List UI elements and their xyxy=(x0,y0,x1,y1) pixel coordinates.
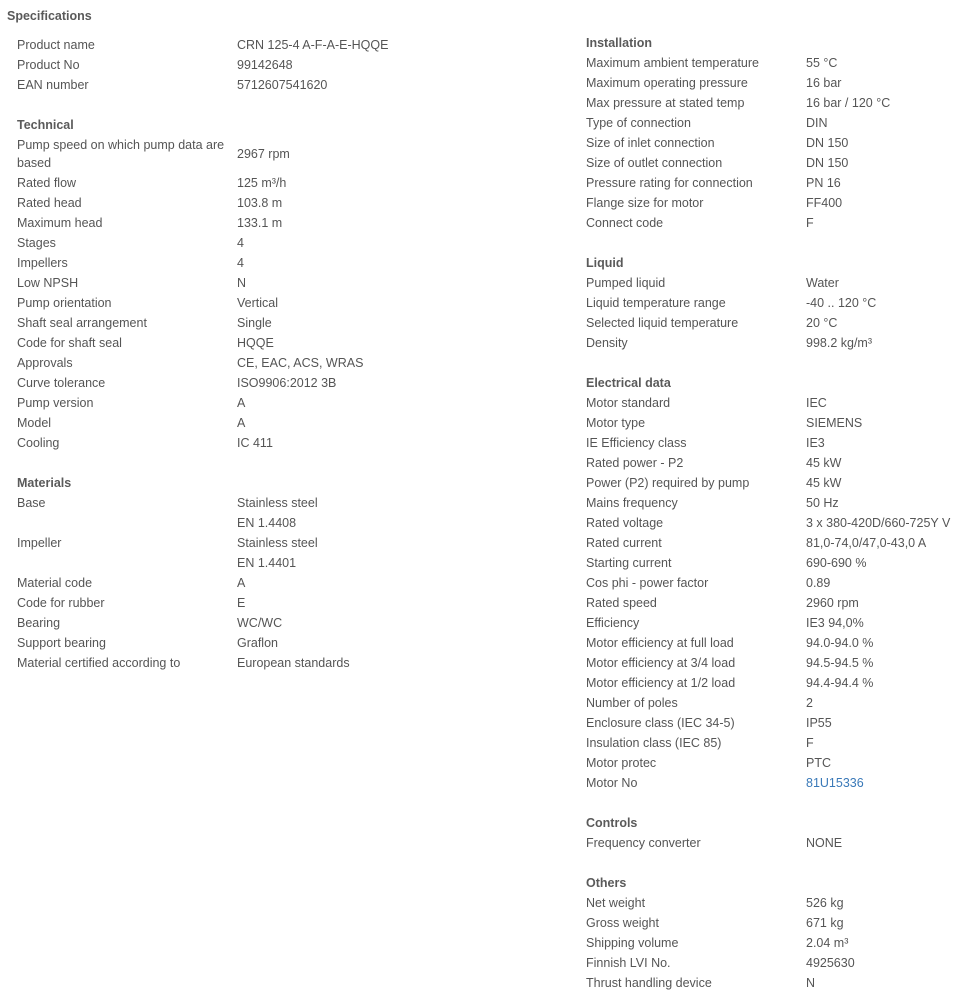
spec-value: 45 kW xyxy=(806,476,842,490)
spec-row xyxy=(586,93,963,113)
spec-row xyxy=(586,833,963,853)
spec-label: Pump orientation xyxy=(17,296,112,310)
spec-label: Thrust handling device xyxy=(586,976,712,990)
spec-value: N xyxy=(237,276,247,290)
spec-value: IEC xyxy=(806,396,827,410)
motor-no-link[interactable]: 81U15336 xyxy=(806,776,864,790)
spec-row xyxy=(17,75,557,95)
spec-row xyxy=(17,35,557,55)
spec-label: Density xyxy=(586,336,628,350)
spec-label: Maximum ambient temperature xyxy=(586,56,759,70)
spec-value: N xyxy=(806,976,816,990)
spec-row xyxy=(17,213,557,233)
spec-label: Curve tolerance xyxy=(17,376,106,390)
spec-label: Cooling xyxy=(17,436,60,450)
spec-label: IE Efficiency class xyxy=(586,436,687,450)
spec-value: 671 kg xyxy=(806,916,844,930)
spec-row xyxy=(586,713,963,733)
spec-label: Motor efficiency at 3/4 load xyxy=(586,656,736,670)
spec-label: Net weight xyxy=(586,896,646,910)
spec-value: CRN 125-4 A-F-A-E-HQQE xyxy=(237,38,389,52)
spec-value: PTC xyxy=(806,756,831,770)
spec-row xyxy=(586,213,963,233)
others-section xyxy=(586,893,963,993)
spec-value: Graflon xyxy=(237,636,278,650)
spec-label: Rated power - P2 xyxy=(586,456,684,470)
spec-row xyxy=(17,653,557,673)
spec-label: Type of connection xyxy=(586,116,691,130)
materials-section xyxy=(17,493,557,673)
spec-label: Starting current xyxy=(586,556,672,570)
spec-label: Impeller xyxy=(17,536,62,550)
spec-value: DN 150 xyxy=(806,156,849,170)
spec-value: 2960 rpm xyxy=(806,596,859,610)
section-title-others: Others xyxy=(586,876,627,890)
spec-row xyxy=(586,133,963,153)
general-section xyxy=(17,35,557,95)
spec-label: Pumped liquid xyxy=(586,276,666,290)
spec-value: IC 411 xyxy=(237,436,273,450)
spec-label: EAN number xyxy=(17,78,89,92)
spec-value: 0.89 xyxy=(806,576,831,590)
spec-row xyxy=(586,113,963,133)
spec-value: 2 xyxy=(806,696,813,710)
spec-label: Frequency converter xyxy=(586,836,701,850)
spec-row xyxy=(17,533,557,573)
liquid-section xyxy=(586,273,963,353)
spec-row xyxy=(586,273,963,293)
spec-row xyxy=(586,493,963,513)
spec-row xyxy=(586,633,963,653)
spec-row xyxy=(586,173,963,193)
spec-label: Max pressure at stated temp xyxy=(586,96,745,110)
spec-label: Shipping volume xyxy=(586,936,679,950)
spec-label: Impellers xyxy=(17,256,68,270)
spec-row xyxy=(586,413,963,433)
spec-value: 133.1 m xyxy=(237,216,283,230)
spec-label: Efficiency xyxy=(586,616,640,630)
spec-value: 5712607541620 xyxy=(237,78,328,92)
section-title-installation: Installation xyxy=(586,36,652,50)
spec-label: Rated speed xyxy=(586,596,657,610)
spec-row xyxy=(586,653,963,673)
spec-value: Single xyxy=(237,316,272,330)
spec-row xyxy=(17,633,557,653)
spec-row xyxy=(17,433,557,453)
spec-row xyxy=(586,53,963,73)
spec-label: Selected liquid temperature xyxy=(586,316,739,330)
spec-row xyxy=(586,673,963,693)
spec-label: Insulation class (IEC 85) xyxy=(586,736,722,750)
spec-value: Stainless steel xyxy=(237,496,318,510)
spec-row xyxy=(586,573,963,593)
spec-row xyxy=(17,273,557,293)
spec-label: Motor protec xyxy=(586,756,657,770)
spec-row xyxy=(586,73,963,93)
spec-label: Motor efficiency at 1/2 load xyxy=(586,676,736,690)
spec-row xyxy=(17,353,557,373)
spec-value-secondary: EN 1.4408 xyxy=(237,516,297,530)
spec-row xyxy=(586,773,963,793)
spec-row xyxy=(17,293,557,313)
spec-label: Rated flow xyxy=(17,176,77,190)
spec-label: Low NPSH xyxy=(17,276,79,290)
spec-value: 4 xyxy=(237,256,244,270)
spec-row xyxy=(586,753,963,773)
spec-label: Rated head xyxy=(17,196,82,210)
spec-label: Approvals xyxy=(17,356,73,370)
spec-label: Enclosure class (IEC 34-5) xyxy=(586,716,735,730)
spec-label: Maximum operating pressure xyxy=(586,76,748,90)
technical-section xyxy=(17,135,557,453)
spec-label: Support bearing xyxy=(17,636,106,650)
spec-value: SIEMENS xyxy=(806,416,863,430)
spec-label: Size of inlet connection xyxy=(586,136,715,150)
spec-value: 690-690 % xyxy=(806,556,867,570)
spec-value: IP55 xyxy=(806,716,832,730)
spec-label: Power (P2) required by pump xyxy=(586,476,750,490)
spec-value: 4 xyxy=(237,236,244,250)
installation-section xyxy=(586,53,963,233)
spec-value: CE, EAC, ACS, WRAS xyxy=(237,356,364,370)
spec-value: PN 16 xyxy=(806,176,841,190)
spec-label: Pressure rating for connection xyxy=(586,176,753,190)
spec-label: Size of outlet connection xyxy=(586,156,723,170)
spec-value: 94.4-94.4 % xyxy=(806,676,874,690)
spec-label: Base xyxy=(17,496,46,510)
spec-row xyxy=(586,453,963,473)
spec-row xyxy=(586,953,963,973)
spec-value: IE3 94,0% xyxy=(806,616,864,630)
spec-row xyxy=(17,613,557,633)
spec-value: 81,0-74,0/47,0-43,0 A xyxy=(806,536,927,550)
spec-row xyxy=(586,293,963,313)
spec-row xyxy=(586,473,963,493)
section-title-materials: Materials xyxy=(17,476,72,490)
spec-label: Pump speed on which pump data are based xyxy=(17,138,225,170)
spec-value: A xyxy=(237,396,246,410)
spec-value: WC/WC xyxy=(237,616,283,630)
section-title-electrical: Electrical data xyxy=(586,376,671,390)
spec-value: DN 150 xyxy=(806,136,849,150)
electrical-section xyxy=(586,393,963,793)
spec-label: Rated voltage xyxy=(586,516,664,530)
spec-value: 55 °C xyxy=(806,56,838,70)
spec-value: 998.2 kg/m³ xyxy=(806,336,873,350)
spec-label: Stages xyxy=(17,236,56,250)
spec-value: 45 kW xyxy=(806,456,842,470)
spec-row xyxy=(17,253,557,273)
spec-label: Maximum head xyxy=(17,216,103,230)
spec-label: Finnish LVI No. xyxy=(586,956,671,970)
spec-value: 94.0-94.0 % xyxy=(806,636,874,650)
spec-label: Motor type xyxy=(586,416,646,430)
spec-label: Model xyxy=(17,416,52,430)
spec-label: Product No xyxy=(17,58,80,72)
spec-row xyxy=(586,973,963,993)
spec-label: Code for shaft seal xyxy=(17,336,122,350)
spec-value: NONE xyxy=(806,836,843,850)
spec-row xyxy=(586,933,963,953)
section-title-liquid: Liquid xyxy=(586,256,624,270)
spec-row xyxy=(17,573,557,593)
spec-label: Motor efficiency at full load xyxy=(586,636,734,650)
spec-value: F xyxy=(806,216,814,230)
spec-label: Mains frequency xyxy=(586,496,678,510)
spec-row xyxy=(586,893,963,913)
spec-value: ISO9906:2012 3B xyxy=(237,376,337,390)
spec-row xyxy=(586,433,963,453)
spec-row xyxy=(586,613,963,633)
spec-value: DIN xyxy=(806,116,828,130)
page-title: Specifications xyxy=(7,9,92,23)
right-column xyxy=(586,33,963,993)
spec-row xyxy=(586,193,963,213)
spec-value-secondary: EN 1.4401 xyxy=(237,556,297,570)
spec-row xyxy=(586,533,963,553)
spec-value: 4925630 xyxy=(806,956,855,970)
spec-value: 125 m³/h xyxy=(237,176,287,190)
spec-value: 20 °C xyxy=(806,316,838,330)
spec-label: Number of poles xyxy=(586,696,678,710)
spec-label: Motor No xyxy=(586,776,638,790)
spec-row xyxy=(17,135,557,173)
spec-value: A xyxy=(237,576,246,590)
spec-label: Material certified according to xyxy=(17,656,181,670)
spec-value: Vertical xyxy=(237,296,278,310)
spec-value: Water xyxy=(806,276,839,290)
spec-value: European standards xyxy=(237,656,350,670)
spec-row xyxy=(586,313,963,333)
spec-value: FF400 xyxy=(806,196,843,210)
spec-row xyxy=(586,393,963,413)
spec-value: HQQE xyxy=(237,336,274,350)
spec-row xyxy=(17,173,557,193)
spec-label: Liquid temperature range xyxy=(586,296,726,310)
spec-label: Bearing xyxy=(17,616,61,630)
spec-row xyxy=(17,493,557,533)
spec-label: Motor standard xyxy=(586,396,671,410)
spec-value: -40 .. 120 °C xyxy=(806,296,877,310)
spec-row xyxy=(586,593,963,613)
spec-row xyxy=(17,313,557,333)
spec-label: Rated current xyxy=(586,536,662,550)
spec-row xyxy=(586,733,963,753)
spec-value: IE3 xyxy=(806,436,825,450)
spec-label: Material code xyxy=(17,576,93,590)
spec-value-group xyxy=(237,533,557,573)
spec-value-group xyxy=(237,493,557,533)
spec-label: Code for rubber xyxy=(17,596,105,610)
section-title-controls: Controls xyxy=(586,816,638,830)
spec-value: A xyxy=(237,416,246,430)
spec-value: 103.8 m xyxy=(237,196,283,210)
spec-label: Gross weight xyxy=(586,916,659,930)
section-title-technical: Technical xyxy=(17,118,74,132)
spec-value: 99142648 xyxy=(237,58,293,72)
spec-row xyxy=(586,153,963,173)
spec-row xyxy=(586,553,963,573)
spec-row xyxy=(586,913,963,933)
spec-value: Stainless steel xyxy=(237,536,318,550)
spec-label: Product name xyxy=(17,38,95,52)
spec-row xyxy=(17,333,557,353)
spec-value: 16 bar / 120 °C xyxy=(806,96,891,110)
spec-row xyxy=(17,393,557,413)
spec-row xyxy=(17,373,557,393)
spec-row xyxy=(17,193,557,213)
spec-value: 2967 rpm xyxy=(237,147,290,161)
spec-value: 94.5-94.5 % xyxy=(806,656,874,670)
spec-row xyxy=(586,513,963,533)
spec-value: 2.04 m³ xyxy=(806,936,849,950)
spec-row xyxy=(586,333,963,353)
spec-label: Shaft seal arrangement xyxy=(17,316,147,330)
spec-row xyxy=(17,413,557,433)
spec-label: Connect code xyxy=(586,216,664,230)
spec-value: 50 Hz xyxy=(806,496,839,510)
spec-value: 16 bar xyxy=(806,76,842,90)
spec-row xyxy=(17,55,557,75)
spec-label: Pump version xyxy=(17,396,94,410)
spec-value: 3 x 380-420D/660-725Y V xyxy=(806,516,951,530)
spec-value: 526 kg xyxy=(806,896,844,910)
left-column xyxy=(17,35,557,673)
spec-row xyxy=(586,693,963,713)
spec-value: F xyxy=(806,736,814,750)
spec-row xyxy=(17,593,557,613)
spec-row xyxy=(17,233,557,253)
controls-section xyxy=(586,833,963,853)
spec-value: E xyxy=(237,596,246,610)
spec-label: Cos phi - power factor xyxy=(586,576,709,590)
spec-label: Flange size for motor xyxy=(586,196,704,210)
